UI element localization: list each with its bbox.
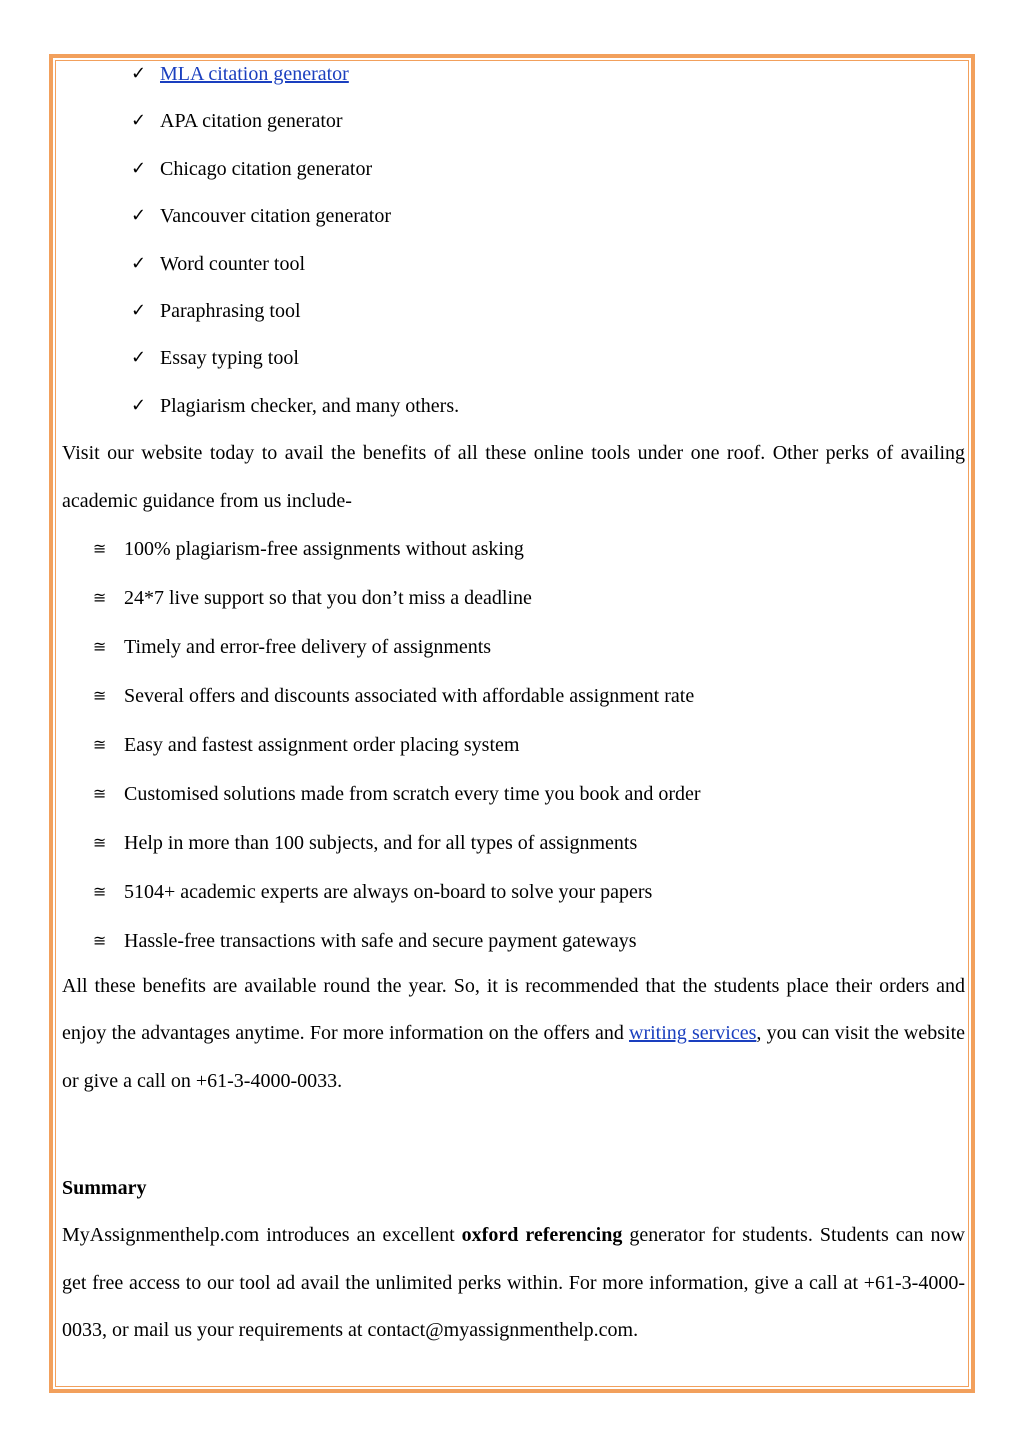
list-item-label: 24*7 live support so that you don’t miss a deadline	[124, 586, 532, 609]
closing-text-end: , you can visit the website or give a call on +61-3-4000-0033.	[62, 1022, 966, 1092]
approximately-equal-icon: ≅	[93, 832, 107, 852]
list-item-label: 100% plagiarism-free assignments without asking	[124, 537, 524, 560]
approximately-equal-icon: ≅	[93, 783, 107, 803]
summary-heading: Summary	[62, 1177, 147, 1200]
writing-services-link[interactable]: writing services	[629, 1022, 757, 1045]
mla-citation-generator-link[interactable]: MLA citation generator	[160, 63, 349, 85]
approximately-equal-icon: ≅	[93, 538, 107, 558]
list-item	[62, 155, 965, 202]
list-item-label: Customised solutions made from scratch every time you book and order	[124, 782, 701, 805]
document-body	[62, 60, 965, 1354]
closing-paragraph	[62, 963, 965, 1105]
approximately-equal-icon: ≅	[93, 734, 107, 754]
list-item-label: Essay typing tool	[160, 347, 299, 370]
list-item-label: Several offers and discounts associated with affordable assignment rate	[124, 684, 695, 707]
list-item-label: Word counter tool	[160, 252, 306, 275]
list-item	[62, 344, 965, 391]
approximately-equal-icon: ≅	[93, 587, 107, 607]
check-mark-icon: ✓	[131, 299, 147, 321]
summary-text-end: generator for students. Students can now get free access to our tool ad avail the unlimited perks within. For more information, give a call at +61-3-4000-0033, or mail us your requirements at contact@myassignmenthelp.com.	[62, 1224, 965, 1341]
list-item	[62, 584, 965, 633]
list-item	[62, 878, 965, 927]
list-item-label: Paraphrasing tool	[160, 299, 301, 322]
list-item-label: Hassle-free transactions with safe and secure payment gateways	[124, 929, 637, 952]
list-item	[62, 392, 965, 439]
list-item-label: Help in more than 100 subjects, and for all types of assignments	[124, 831, 638, 854]
list-item	[62, 780, 965, 829]
list-item	[62, 202, 965, 249]
summary-text-start: MyAssignmenthelp.com introduces an excellent	[62, 1224, 462, 1247]
list-item	[62, 829, 965, 878]
check-mark-icon: ✓	[131, 63, 147, 84]
list-item-label: Plagiarism checker, and many others.	[160, 394, 460, 417]
tools-list	[62, 60, 965, 439]
check-mark-icon: ✓	[131, 347, 147, 369]
approximately-equal-icon: ≅	[93, 685, 107, 705]
benefits-list	[62, 535, 965, 963]
approximately-equal-icon: ≅	[93, 930, 107, 950]
list-item	[62, 927, 965, 963]
list-item	[62, 633, 965, 682]
list-item	[62, 682, 965, 731]
check-mark-icon: ✓	[131, 394, 147, 416]
summary-paragraph	[62, 1212, 965, 1354]
check-mark-icon: ✓	[131, 157, 147, 179]
list-item-label: Vancouver citation generator	[160, 205, 392, 228]
approximately-equal-icon: ≅	[93, 636, 107, 656]
intro-paragraph: Visit our website today to avail the benefits of all these online tools under one roof. Other perks of availing academic guidance from us include-	[62, 442, 965, 512]
list-item-label: APA citation generator	[160, 110, 343, 133]
check-mark-icon: ✓	[131, 252, 147, 274]
closing-text-start: All these benefits are available round the year. So, it is recommended that the students place their orders and enjoy the advantages anytime. For more information on the offers and	[62, 974, 965, 1045]
list-item-label: Chicago citation generator	[160, 157, 373, 180]
list-item	[62, 250, 965, 297]
list-item	[62, 535, 965, 584]
list-item-label: Easy and fastest assignment order placing system	[124, 733, 520, 756]
check-mark-icon: ✓	[131, 110, 147, 132]
list-item	[62, 60, 965, 107]
list-item	[62, 297, 965, 344]
oxford-referencing-text: oxford referencing	[461, 1224, 623, 1247]
list-item	[62, 107, 965, 154]
list-item	[62, 731, 965, 780]
approximately-equal-icon: ≅	[93, 881, 107, 901]
check-mark-icon: ✓	[131, 205, 147, 227]
list-item-label: Timely and error-free delivery of assignments	[124, 635, 492, 658]
list-item-label: 5104+ academic experts are always on-board to solve your papers	[124, 880, 653, 903]
